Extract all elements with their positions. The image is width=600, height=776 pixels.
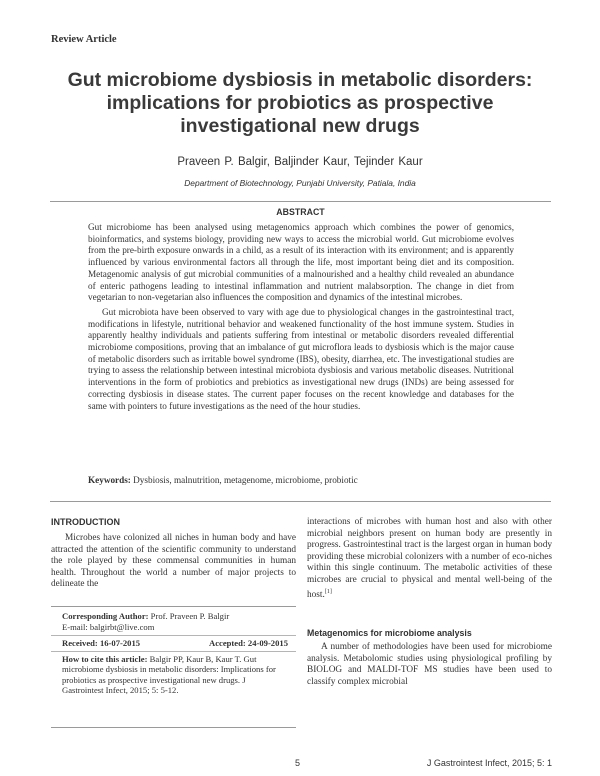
keywords-list: Dysbiosis, malnutrition, metagenome, microbiome, probiotic (133, 475, 358, 485)
accepted-label: Accepted: (208, 638, 246, 648)
reference-1[interactable]: [1] (324, 588, 332, 595)
corresponding-author (62, 611, 288, 621)
metagenomics-text (307, 642, 552, 688)
right-paragraph-1-text: interactions of microbes with human host and also with other microbial neighbors present on human body are presently in progress. Gastrointestinal tract is the largest organ in human body providing these microbial colonizers with a number of eco-niches within this single continuum. The metabolic activities of these microbes are crucial to physical and mental well-being of the host. (307, 517, 552, 600)
introduction-heading: INTRODUCTION (51, 517, 120, 527)
right-paragraph-2: A number of methodologies have been used for microbiome analysis. Metabolomic studies using physiological profiling by BIOLOG and MALDI-TOF MS studies have been used to classify complex microbial (307, 642, 552, 687)
info-divider (51, 635, 296, 636)
author-list: Praveen P. Balgir, Baljinder Kaur, Tejinder Kaur (177, 156, 423, 168)
paper-title: Gut microbiome dysbiosis in metabolic disorders: implications for probiotics as prospective investigational new drugs (67, 69, 533, 137)
introduction-text (51, 533, 296, 591)
corresponding-label: Corresponding Author: (62, 611, 149, 621)
keywords-label: Keywords: (88, 475, 131, 485)
received-label: Received: (62, 638, 98, 648)
introduction-paragraph: Microbes have colonized all niches in human body and have attracted the attention of the scientific community to understand the role played by these commensal communities in human health. Throughout the world a number of major projects to delineate the (51, 533, 296, 590)
accepted-date (172, 638, 288, 648)
accepted-value: 24-09-2015 (247, 638, 288, 648)
abstract-body (88, 222, 514, 412)
right-column-text (307, 517, 552, 601)
abstract-heading: ABSTRACT (276, 207, 325, 217)
corresponding-name: Prof. Praveen P. Balgir (150, 611, 230, 621)
author-email[interactable]: E-mail: balgirbt@live.com (62, 622, 155, 632)
cite-label: How to cite this article: (62, 654, 148, 664)
article-type-label: Review Article (51, 34, 117, 45)
info-divider (51, 651, 296, 652)
abstract-paragraph: Gut microbiota have been observed to vary with age due to physiological changes in the gastrointestinal tract, modifications in lifestyle, nutritional behavior and weakened functionality of the host immune system. Studies in apparently healthy individuals and patients suffering from intestinal or metabolic disorders revealed differential microbiome compositions, proving that an imbalance of gut microflora leads to dysbiosis which is the major cause of metabolic disorders such as irritable bowel syndrome (IBS), obesity, diarrhea, etc. The investigational studies are trying to assess the relationship between intestinal microbiota dysbiosis and various metabolic diseases. Nutritional interventions in the form of probiotics and prebiotics as investigational new drugs (INDs) are being assessed for correcting dysbiosis in disease states. The current paper focuses on the recent knowledge and databases for the same with pointers to future investigations as the need of the hour studies. (88, 306, 514, 411)
affiliation: Department of Biotechnology, Punjabi University, Patiala, India (184, 178, 416, 188)
abstract-paragraph: Gut microbiome has been analysed using metagenomics approach which combines the power of genomics, bioinformatics, and systems biology, providing new ways to access the microbial world. Gut microbiome evolves from the pre-birth exposure onwards in a child, as a result of its interaction with its environment; and is apparently influenced by various environmental factors all through the life, most important being diet and its composition. Metagenomic analysis of gut microbial communities of a malnourished and a healthy child revealed an abundance of enteric pathogens leading to intestinal inflammation and nutrient malabsorption. The change in diet from vegetarian to non-vegetarian also influences the composition and dynamics of the intestinal microbes. (88, 222, 514, 303)
cite-text: Balgir PP, Kaur B, Kaur T. Gut microbiome dysbiosis in metabolic disorders: Implications for probiotics as prospective investigational new drugs. J Gastrointest Infect, 2015; 5: 5-12. (62, 654, 276, 696)
page-number: 5 (295, 758, 301, 768)
journal-footer: J Gastrointest Infect, 2015; 5: 1 (426, 758, 552, 768)
right-paragraph-1 (307, 517, 552, 601)
received-value: 16-07-2015 (99, 638, 141, 648)
citation (62, 654, 288, 696)
keywords (88, 475, 514, 485)
metagenomics-heading: Metagenomics for microbiome analysis (307, 628, 472, 638)
